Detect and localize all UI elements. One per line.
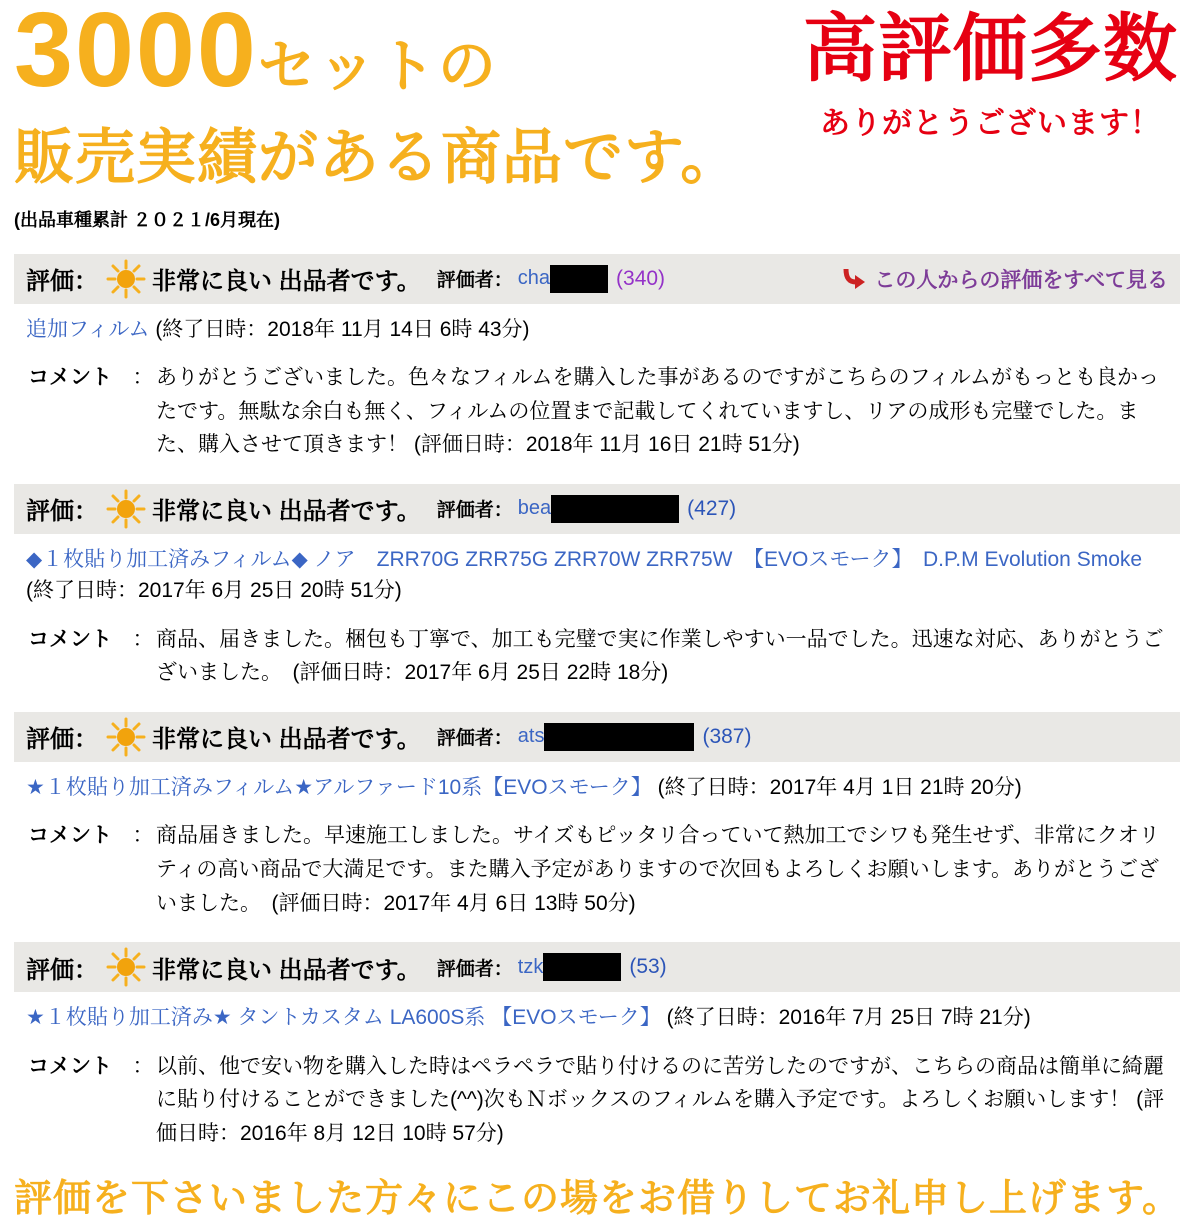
product-link[interactable]: ★１枚貼り加工済みフィルム★アルファード10系【EVOスモーク】 [26,775,652,799]
rater-name-link[interactable]: ats [517,725,545,748]
rating-text: 非常に良い 出品者です。 [152,268,421,296]
product-link[interactable]: ◆１枚貼り加工済みフィルム◆ ノア ZRR70G ZRR75G ZRR70W ZRR75W 【EVOスモーク】 D.P.M Evolution Smoke [26,547,1143,571]
comment-row [28,819,1180,920]
rating-label: 評価： [26,726,98,754]
sales-note: (出品車種累計 ２０２１/6月現在) [14,209,280,230]
rater-label: 評価者： [436,728,513,750]
sales-claim [14,2,741,232]
comment-colon: ： [132,824,154,848]
comment-text: 商品、届きました。梱包も丁寧で、加工も完璧で実に作業しやすい一品でした。迅速な対応、ありがとうございました。 (評価日時：2017年 6月 25日 22時 18分) [156,627,1164,685]
sun-rating-icon [106,259,146,299]
review-header [14,254,1180,304]
product-end-date: (終了日時：2017年 4月 1日 21時 20分) [651,775,1022,799]
rating-text: 非常に良い 出品者です。 [152,498,421,526]
product-line [26,314,1180,346]
praise-subtitle: ありがとうございます！ [820,106,1161,140]
redaction-box [544,723,694,751]
product-line [26,772,1180,804]
comment-text: 商品届きました。早速施工しました。サイズもピッタリ合っていて熱加工でシワも発生せず、非常にクオリティの高い商品で大満足です。また購入予定がありますので次回もよろしくお願いします。ありがとうございました。 (評価日時：2017年 4月 6日 13時 50分) [156,824,1160,915]
product-line [26,1002,1180,1034]
review-header [14,484,1180,534]
product-line [26,544,1180,607]
review-block [14,942,1180,1150]
praise-claim [803,2,1180,142]
rating-label: 評価： [26,268,98,296]
product-link[interactable]: 追加フィルム [26,317,150,341]
comment-colon: ： [132,366,154,390]
sales-count-number: 3000 [14,0,258,109]
review-block [14,712,1180,920]
comment-label: コメント [28,366,112,390]
red-curved-arrow-icon [842,268,866,290]
review-header [14,942,1180,992]
praise-title: 高評価多数 [803,7,1178,90]
product-end-date: (終了日時：2018年 11月 14日 6時 43分) [149,317,530,341]
rater-label: 評価者： [436,270,513,292]
review-block [14,254,1180,462]
product-end-date: (終了日時：2017年 6月 25日 20時 51分) [26,547,1164,603]
sun-rating-icon [106,947,146,987]
rater-label: 評価者： [436,958,513,980]
comment-row [28,361,1180,462]
comment-text: 以前、他で安い物を購入した時はペラペラで貼り付けるのに苦労したのですが、こちらの商品は簡単に綺麗に貼り付けることができました(^^)次もＮボックスのフィルムを購入予定です。よろしくお願いします！ (評価日時：2016年 8月 12日 10時 57分) [156,1054,1165,1145]
rating-text: 非常に良い 出品者です。 [152,726,421,754]
redaction-box [550,265,608,293]
comment-row [28,1050,1180,1151]
comment-label: コメント [28,627,112,651]
comment-label: コメント [28,824,112,848]
redaction-box [551,495,679,523]
review-header [14,712,1180,762]
comment-row [28,623,1180,690]
see-all-wrap [842,264,1168,294]
comment-text: ありがとうございました。色々なフィルムを購入した事があるのですがこちらのフィルムがもっとも良かったです。無駄な余白も無く、フィルムの位置まで記載してくれていますし、リアの成形も完璧でした。また、購入させて頂きます！ (評価日時：2018年 11月 16日 21時 51分) [156,366,1159,457]
rating-count: (53) [629,955,667,979]
promo-banner [14,2,1180,232]
redaction-box [543,953,621,981]
comment-label: コメント [28,1054,112,1078]
rater-name-link[interactable]: tzk [517,955,544,978]
rater-name-link[interactable]: cha [517,267,551,290]
product-link[interactable]: ★１枚貼り加工済み★ タントカスタム LA600S系 【EVOスモーク】 [26,1006,661,1030]
see-all-ratings-link[interactable]: この人からの評価をすべて見る [874,268,1168,292]
rating-count: (387) [702,724,752,748]
sales-count-line [14,0,741,109]
rater-name-link[interactable]: bea [517,497,552,520]
sales-claim-line2: 販売実績がある商品です。 [14,123,742,191]
rating-text: 非常に良い 出品者です。 [152,956,421,984]
comment-colon: ： [132,627,154,651]
sun-rating-icon [106,717,146,757]
rater-label: 評価者： [436,500,513,522]
sales-count-suffix: セットの [257,34,498,99]
rating-label: 評価： [26,956,98,984]
thanks-footer: 評価を下さいました方々にこの場をお借りしてお礼申し上げます。 [14,1177,1181,1220]
comment-colon: ： [132,1054,154,1078]
rating-count: (427) [687,496,737,520]
product-end-date: (終了日時：2016年 7月 25日 7時 21分) [660,1006,1031,1030]
rating-count: (340) [616,266,666,290]
rating-label: 評価： [26,498,98,526]
review-block [14,484,1180,690]
sun-rating-icon [106,489,146,529]
